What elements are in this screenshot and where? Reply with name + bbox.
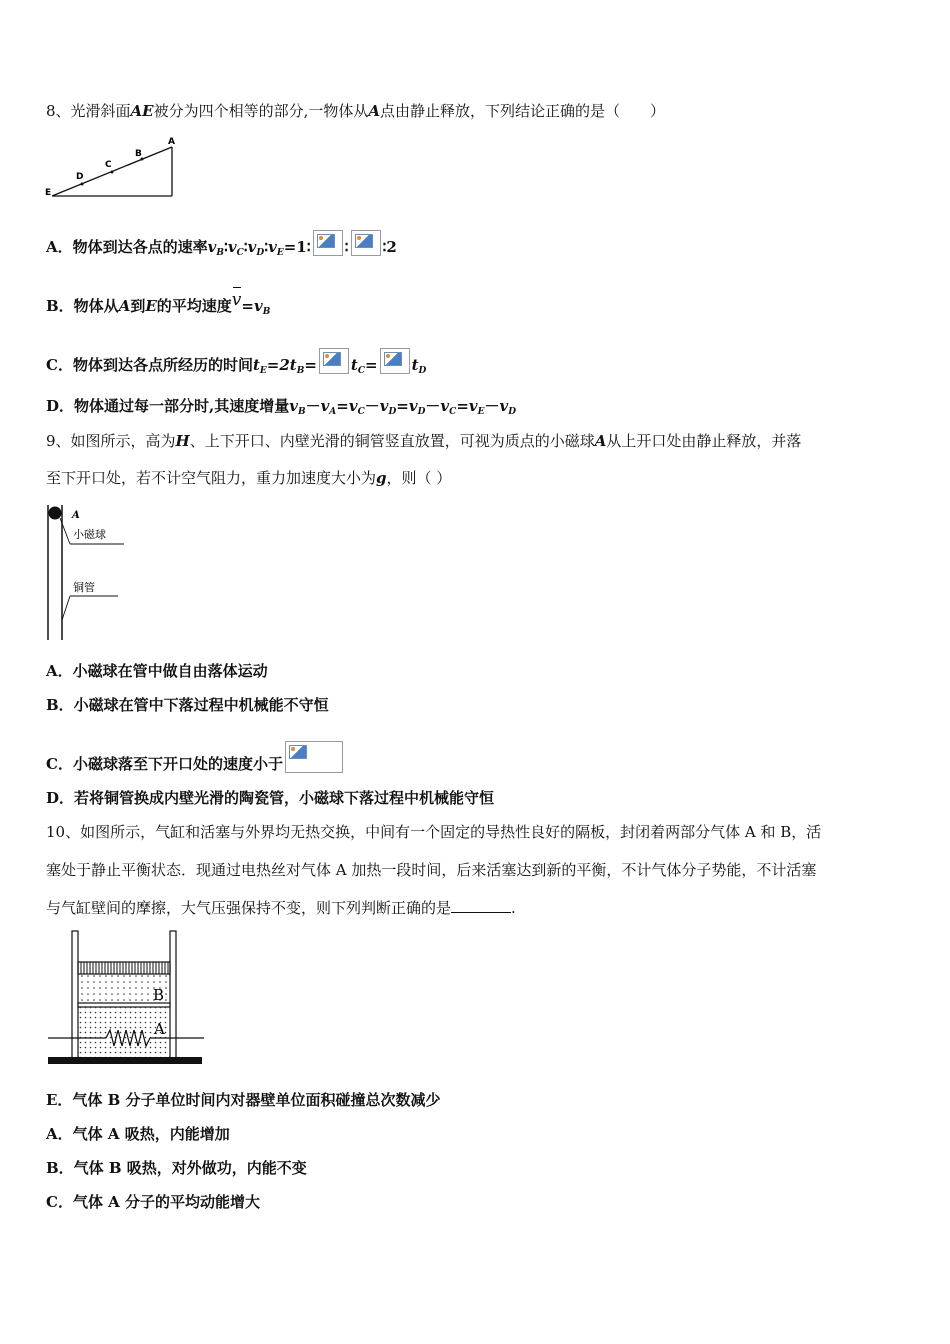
q8-stem	[46, 101, 665, 121]
q8-stem-text: 8、光滑斜面	[46, 102, 131, 120]
q8-incline-figure	[44, 133, 184, 203]
q9-tube-figure	[40, 500, 140, 645]
label-tube: 铜管	[73, 581, 95, 594]
q9-option-c-text: C．小磁球落至下开口处的速度小于	[46, 755, 283, 773]
q8-option-d-text: D．物体通过每一部分时,其速度增量	[46, 397, 290, 415]
piston	[78, 962, 170, 974]
q8-option-b-text: 的平均速度	[156, 297, 232, 315]
q10-option-e[interactable]	[46, 1090, 441, 1110]
q8-option-b-text: B．物体从	[46, 297, 119, 315]
label-b: B	[153, 986, 165, 1004]
answer-blank[interactable]	[451, 898, 511, 913]
q10-option-b[interactable]	[46, 1158, 307, 1178]
q10-stem-end: .	[511, 899, 516, 917]
q8-option-c-eq: =2t	[266, 356, 297, 374]
q10-stem-text: 塞处于静止平衡状态．现通过电热丝对气体 A 加热一段时间，后来活塞达到新的平衡，不计气体分子势能，不计活塞	[46, 861, 817, 879]
q10-stem-line3	[46, 898, 516, 918]
q8-option-c-text: C．物体到达各点所经历的时间	[46, 356, 253, 374]
q8-stem-var-ae: AE	[130, 102, 154, 120]
cylinder-base	[48, 1057, 202, 1064]
q8-stem-text: 被分为四个相等的部分,一物体从	[153, 102, 369, 120]
q8-option-a-text: A．物体到达各点的速率	[46, 238, 208, 256]
q8-stem-var-a: A	[368, 102, 381, 120]
q10-option-e-text: E．气体 B 分子单位时间内对器壁单位面积碰撞总次数减少	[46, 1091, 441, 1109]
q10-option-b-text: B．气体 B 吸热，对外做功，内能不变	[46, 1159, 307, 1177]
point-c-dot	[111, 171, 114, 174]
q8-option-b-var: A	[118, 297, 131, 315]
q9-stem-text: 至下开口处，若不计空气阻力，重力加速度大小为	[46, 469, 377, 487]
q10-stem-text: 与气缸壁间的摩擦，大气压强保持不变，则下列判断正确的是	[46, 899, 452, 917]
label-a: A	[72, 510, 80, 521]
q10-stem-line1	[46, 822, 821, 842]
q10-cylinder-figure	[44, 926, 210, 1070]
q9-var-a: A	[594, 432, 607, 450]
broken-image-icon	[285, 741, 343, 773]
q9-stem-text: 、上下开口、内壁光滑的铜管竖直放置，可视为质点的小磁球	[189, 432, 595, 450]
cylinder-right-wall	[170, 931, 176, 1059]
label-c: C	[105, 160, 112, 170]
q10-option-c-text: C．气体 A 分子的平均动能增大	[46, 1193, 261, 1211]
label-a: A	[168, 137, 175, 147]
q10-option-a-text: A．气体 A 吸热，内能增加	[46, 1125, 230, 1143]
q9-option-d[interactable]	[46, 788, 494, 808]
q8-option-b[interactable]: B．物体从A到E的平均速度$v=v_B$	[46, 290, 271, 317]
label-ball: 小磁球	[73, 528, 106, 541]
q10-option-a[interactable]	[46, 1124, 230, 1144]
q9-stem-text: 9、如图所示，高为	[46, 432, 176, 450]
label-a: A	[154, 1020, 165, 1038]
label-b: B	[135, 149, 142, 159]
q8-stem-text: 点由静止释放，下列结论正确的是（ ）	[380, 102, 666, 120]
q8-option-c[interactable]: C．物体到达各点所经历的时间$t_E=2t_B= t_C= t_D$	[46, 348, 426, 381]
q8-option-a[interactable]: A．物体到达各点的速率$v_B∶v_C∶v_D∶v_E=1∶$ ∶ ∶2	[46, 230, 397, 263]
q9-stem-text: ，则（ ）	[386, 469, 452, 487]
q9-stem-text: 从上开口处由静止释放，并落	[606, 432, 802, 450]
broken-image-icon	[313, 230, 343, 256]
q9-stem-line2	[46, 468, 451, 488]
q8-option-b-text: 到	[130, 297, 146, 315]
q9-stem-line1	[46, 431, 801, 451]
label-d: D	[76, 172, 84, 182]
q10-stem-text: 10、如图所示，气缸和活塞与外界均无热交换，中间有一个固定的导热性良好的隔板，封闭着两部分气体 A 和 B，活	[46, 823, 822, 841]
q8-option-b-var: E	[145, 297, 157, 315]
q10-stem-line2	[46, 860, 816, 880]
cylinder-left-wall	[72, 931, 78, 1059]
mean-velocity-symbol: v	[231, 290, 242, 310]
q9-option-d-text: D．若将铜管换成内壁光滑的陶瓷管，小磁球下落过程中机械能守恒	[46, 789, 495, 807]
q8-option-a-ratio: =1∶	[283, 238, 311, 256]
q8-option-b-eq: =v	[241, 297, 263, 315]
q8-option-a-sep: ∶	[344, 238, 349, 256]
q9-var-h: H	[175, 432, 190, 450]
q9-option-a[interactable]	[46, 661, 268, 681]
broken-image-icon	[351, 230, 381, 256]
q9-option-b[interactable]	[46, 695, 329, 715]
q9-var-g: g	[376, 469, 387, 487]
q8-option-d[interactable]: D．物体通过每一部分时,其速度增量$v_B-v_A=v_C-v_D=v_D-v_C=v_E-v_D$	[46, 397, 517, 417]
q10-option-c[interactable]	[46, 1192, 260, 1212]
point-d-dot	[81, 183, 84, 186]
q9-option-b-text: B．小磁球在管中下落过程中机械能不守恒	[46, 696, 329, 714]
q9-option-a-text: A．小磁球在管中做自由落体运动	[46, 662, 268, 680]
tube-leader	[62, 596, 70, 620]
q8-option-a-end: ∶2	[382, 238, 397, 256]
label-e: E	[45, 188, 52, 198]
broken-image-icon	[380, 348, 410, 374]
broken-image-icon	[319, 348, 349, 374]
magnet-ball	[49, 507, 62, 520]
q9-option-c[interactable]	[46, 741, 345, 774]
